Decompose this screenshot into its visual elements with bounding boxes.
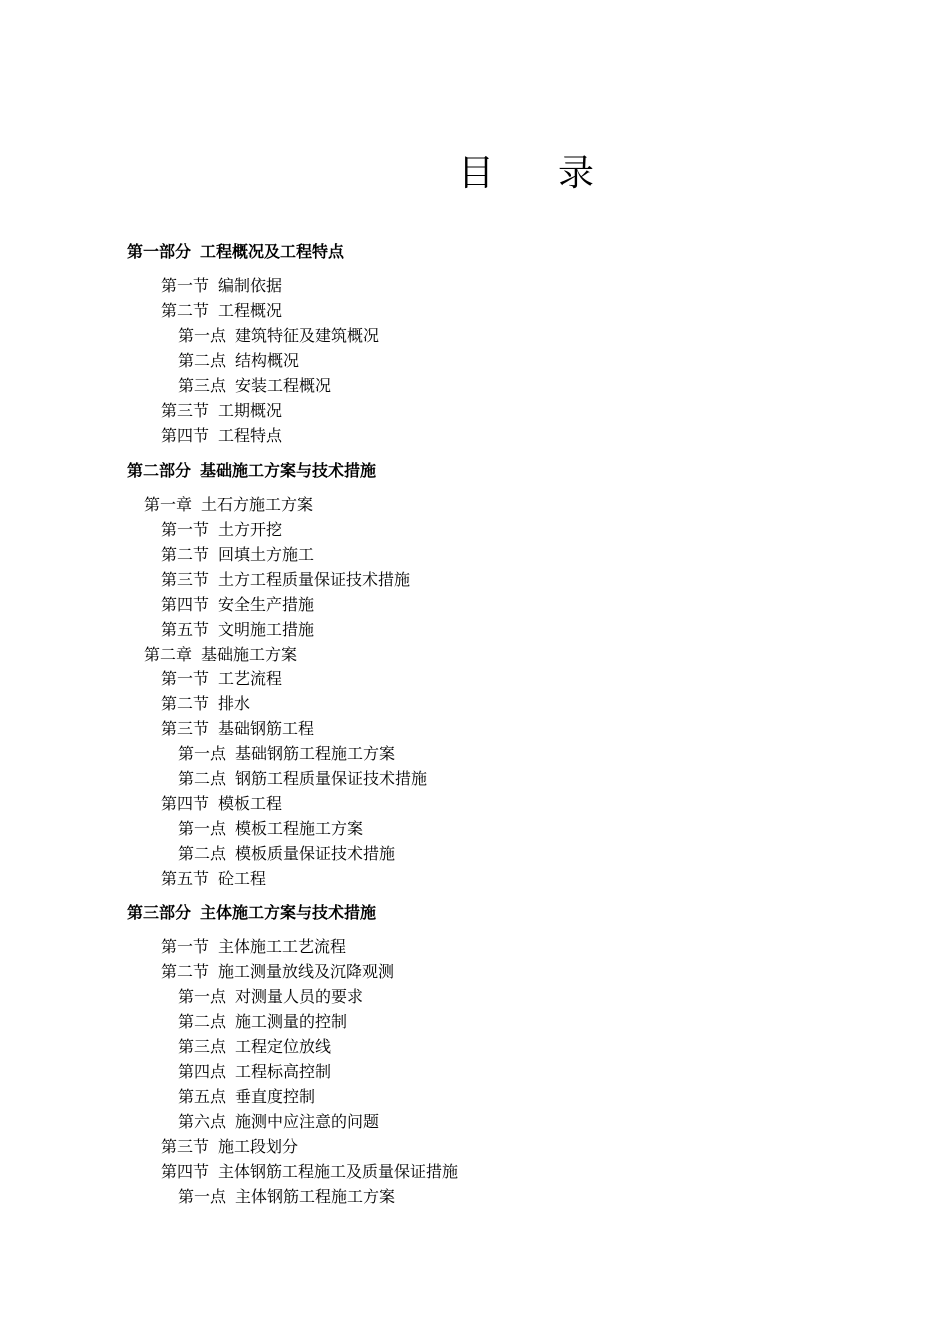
toc-entry-number: 第三点 (178, 1037, 227, 1056)
toc-entry-text: 工程标高控制 (235, 1062, 332, 1081)
toc-entry-point[interactable] (178, 769, 427, 789)
toc-entry-number: 第四点 (178, 1062, 227, 1081)
toc-entry-number: 第一节 (161, 276, 210, 295)
toc-entry-text: 工艺流程 (218, 669, 283, 688)
toc-entry-text: 结构概况 (235, 351, 300, 370)
toc-entry-number: 第一点 (178, 744, 227, 763)
toc-entry-number: 第二节 (161, 962, 210, 981)
title-char-1: 目 (458, 153, 495, 194)
toc-entry-point[interactable] (178, 326, 379, 346)
toc-entry-number: 第五节 (161, 620, 210, 639)
toc-entry-section[interactable] (161, 869, 266, 889)
toc-entry-number: 第一点 (178, 326, 227, 345)
title-char-2: 录 (558, 153, 595, 194)
toc-entry-number: 第二节 (161, 301, 210, 320)
toc-entry-text: 土石方施工方案 (201, 495, 314, 514)
toc-entry-point[interactable] (178, 819, 363, 839)
toc-entry-point[interactable] (178, 987, 363, 1007)
toc-entry-point[interactable] (178, 1062, 331, 1082)
toc-entry-section[interactable] (161, 937, 346, 957)
toc-entry-number: 第三节 (161, 570, 210, 589)
toc-entry-number: 第二点 (178, 844, 227, 863)
toc-entry-section[interactable] (161, 570, 410, 590)
toc-entry-number: 第三节 (161, 719, 210, 738)
toc-entry-text: 施测中应注意的问题 (235, 1112, 380, 1131)
toc-entry-section[interactable] (161, 401, 282, 421)
toc-entry-point[interactable] (178, 376, 331, 396)
toc-entry-number: 第三部分 (127, 903, 192, 922)
toc-entry-section[interactable] (161, 694, 250, 714)
toc-entry-point[interactable] (178, 1087, 315, 1107)
toc-entry-chapter[interactable] (144, 495, 313, 515)
toc-entry-section[interactable] (161, 719, 314, 739)
toc-entry-section[interactable] (161, 545, 314, 565)
toc-entry-point[interactable] (178, 844, 395, 864)
toc-entry-text: 工程概况 (218, 301, 283, 320)
toc-entry-text: 垂直度控制 (235, 1087, 316, 1106)
toc-entry-section[interactable] (161, 520, 282, 540)
toc-entry-part[interactable] (127, 461, 376, 481)
toc-entry-text: 工程定位放线 (235, 1037, 332, 1056)
toc-entry-part[interactable] (127, 903, 376, 923)
toc-entry-number: 第一章 (144, 495, 193, 514)
toc-entry-point[interactable] (178, 1112, 379, 1132)
toc-entry-number: 第四节 (161, 595, 210, 614)
toc-entry-section[interactable] (161, 426, 282, 446)
toc-entry-text: 基础钢筋工程 (218, 719, 315, 738)
toc-entry-text: 对测量人员的要求 (235, 987, 364, 1006)
toc-entry-text: 回填土方施工 (218, 545, 315, 564)
toc-entry-point[interactable] (178, 1037, 331, 1057)
toc-entry-number: 第二章 (144, 645, 193, 664)
toc-entry-text: 排水 (218, 694, 251, 713)
toc-entry-text: 工程概况及工程特点 (200, 242, 345, 261)
toc-entry-section[interactable] (161, 595, 314, 615)
toc-entry-text: 工期概况 (218, 401, 283, 420)
toc-entry-text: 安装工程概况 (235, 376, 332, 395)
toc-entry-text: 施工测量放线及沉降观测 (218, 962, 395, 981)
toc-entry-section[interactable] (161, 620, 314, 640)
toc-entry-number: 第一节 (161, 937, 210, 956)
toc-entry-text: 文明施工措施 (218, 620, 315, 639)
toc-entry-text: 模板工程施工方案 (235, 819, 364, 838)
toc-entry-number: 第一点 (178, 819, 227, 838)
toc-entry-number: 第二节 (161, 545, 210, 564)
toc-entry-number: 第三节 (161, 1137, 210, 1156)
toc-entry-number: 第一点 (178, 1187, 227, 1206)
toc-entry-number: 第五点 (178, 1087, 227, 1106)
toc-entry-number: 第五节 (161, 869, 210, 888)
toc-entry-text: 砼工程 (218, 869, 267, 888)
toc-entry-section[interactable] (161, 1137, 298, 1157)
toc-entry-section[interactable] (161, 669, 282, 689)
toc-entry-point[interactable] (178, 744, 395, 764)
toc-entry-number: 第四节 (161, 794, 210, 813)
toc-entry-text: 基础施工方案 (201, 645, 298, 664)
toc-entry-text: 主体钢筋工程施工及质量保证措施 (218, 1162, 459, 1181)
toc-entry-number: 第四节 (161, 1162, 210, 1181)
toc-entry-section[interactable] (161, 794, 282, 814)
toc-entry-number: 第三节 (161, 401, 210, 420)
toc-entry-section[interactable] (161, 962, 394, 982)
toc-entry-text: 模板工程 (218, 794, 283, 813)
toc-entry-number: 第二点 (178, 1012, 227, 1031)
toc-entry-text: 建筑特征及建筑概况 (235, 326, 380, 345)
toc-entry-chapter[interactable] (144, 645, 297, 665)
toc-entry-number: 第一节 (161, 520, 210, 539)
toc-entry-point[interactable] (178, 1012, 347, 1032)
toc-entry-text: 施工测量的控制 (235, 1012, 348, 1031)
toc-entry-text: 土方开挖 (218, 520, 283, 539)
toc-entry-section[interactable] (161, 1162, 458, 1182)
toc-entry-number: 第四节 (161, 426, 210, 445)
toc-entry-section[interactable] (161, 276, 282, 296)
toc-entry-number: 第二点 (178, 351, 227, 370)
toc-entry-text: 安全生产措施 (218, 595, 315, 614)
toc-entry-number: 第二点 (178, 769, 227, 788)
toc-entry-number: 第二节 (161, 694, 210, 713)
toc-entry-point[interactable] (178, 351, 299, 371)
toc-entry-text: 模板质量保证技术措施 (235, 844, 396, 863)
toc-entry-text: 施工段划分 (218, 1137, 299, 1156)
toc-entry-text: 主体施工工艺流程 (218, 937, 347, 956)
toc-entry-text: 主体钢筋工程施工方案 (235, 1187, 396, 1206)
toc-entry-part[interactable] (127, 242, 344, 262)
toc-entry-number: 第六点 (178, 1112, 227, 1131)
toc-entry-number: 第三点 (178, 376, 227, 395)
toc-entry-text: 主体施工方案与技术措施 (200, 903, 377, 922)
toc-entry-number: 第二部分 (127, 461, 192, 480)
toc-entry-text: 编制依据 (218, 276, 283, 295)
toc-entry-number: 第一节 (161, 669, 210, 688)
toc-entry-text: 钢筋工程质量保证技术措施 (235, 769, 428, 788)
toc-entry-text: 基础钢筋工程施工方案 (235, 744, 396, 763)
toc-entry-number: 第一部分 (127, 242, 192, 261)
toc-entry-text: 土方工程质量保证技术措施 (218, 570, 411, 589)
toc-entry-number: 第一点 (178, 987, 227, 1006)
toc-entry-text: 工程特点 (218, 426, 283, 445)
toc-entry-point[interactable] (178, 1187, 395, 1207)
toc-entry-section[interactable] (161, 301, 282, 321)
toc-entry-text: 基础施工方案与技术措施 (200, 461, 377, 480)
